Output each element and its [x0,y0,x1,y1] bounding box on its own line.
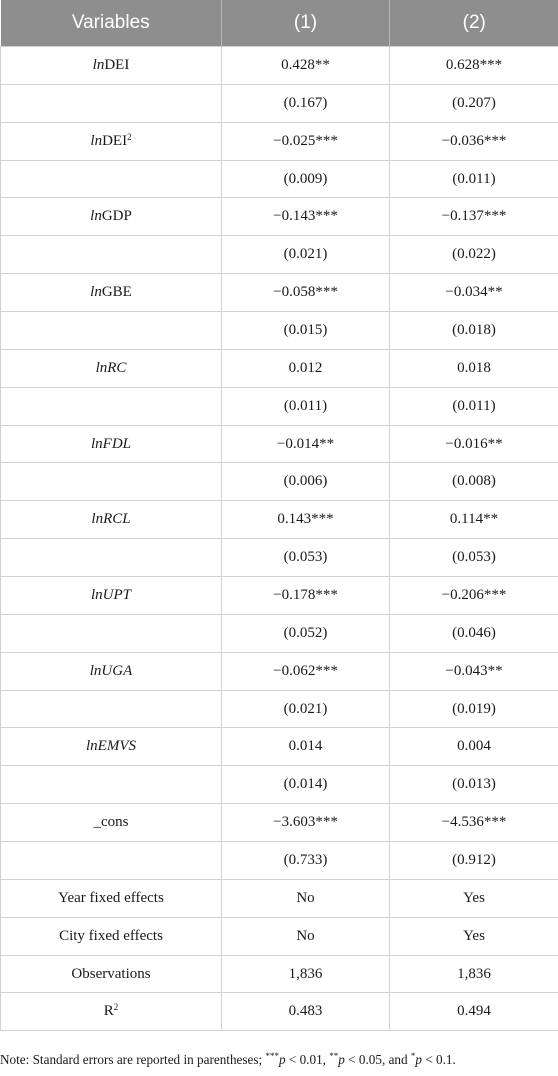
value-cell-col-2: (0.011) [390,387,558,425]
variable-prefix: ln [90,284,102,301]
variable-cell [1,84,222,122]
header-variables: Variables [1,0,222,47]
variable-prefix: ln [95,359,108,376]
table-row [1,122,558,160]
value-cell-col-2: 0.004 [390,728,558,766]
header-row [1,0,558,47]
note-p-3: p [415,1052,423,1067]
table-row [1,879,558,917]
variable-prefix: ln [92,56,105,73]
variable-cell [1,501,222,539]
value-cell-col-1: 0.012 [222,349,390,387]
variable-cell [1,842,222,880]
table-row [1,539,558,577]
value-cell-col-1: 0.143*** [222,501,390,539]
value-cell-col-1: −3.603*** [222,804,390,842]
variable-cell [1,349,222,387]
variable-name: R [103,1003,114,1020]
note-threshold-3: < 0.1. [422,1052,456,1067]
value-cell-col-2: (0.912) [390,842,558,880]
table-row [1,160,558,198]
variable-name: RCL [103,511,131,528]
note-p-1: p [278,1052,286,1067]
table-row [1,47,558,85]
value-cell-col-2: −0.043** [390,652,558,690]
table-row [1,274,558,312]
value-cell-col-2: Yes [390,879,558,917]
variable-cell [1,955,222,993]
value-cell-col-2: 1,836 [390,955,558,993]
value-cell-col-2: 0.018 [390,349,558,387]
value-cell-col-1: 0.014 [222,728,390,766]
variable-name: _cons [93,814,129,831]
variable-name: Year fixed effects [58,889,164,906]
value-cell-col-1: (0.052) [222,614,390,652]
table-note [0,1050,558,1070]
note-threshold-2: < 0.05, and [344,1052,411,1067]
variable-cell [1,198,222,236]
variable-name: UGA [101,662,133,679]
variable-superscript: 2 [113,1002,119,1013]
value-cell-col-1: −0.062*** [222,652,390,690]
table-row [1,387,558,425]
variable-cell [1,539,222,577]
value-cell-col-1: (0.011) [222,387,390,425]
variable-prefix: ln [91,511,104,528]
variable-cell [1,236,222,274]
header-col-1: (1) [222,0,390,47]
variable-cell [1,917,222,955]
variable-cell [1,804,222,842]
variable-cell [1,728,222,766]
table-row [1,993,558,1031]
variable-cell [1,614,222,652]
variable-prefix: ln [89,662,102,679]
value-cell-col-1: (0.021) [222,690,390,728]
variable-prefix: ln [90,435,103,452]
variable-name: GDP [101,208,132,225]
value-cell-col-1: (0.014) [222,766,390,804]
note-threshold-1: < 0.01, [285,1052,330,1067]
variable-name: DEI [104,56,130,73]
header-col-2: (2) [390,0,558,47]
value-cell-col-1: No [222,917,390,955]
value-cell-col-2: (0.019) [390,690,558,728]
table-body [1,47,558,1031]
value-cell-col-2: (0.207) [390,84,558,122]
value-cell-col-1: (0.167) [222,84,390,122]
variable-cell [1,652,222,690]
value-cell-col-1: (0.006) [222,463,390,501]
table-row [1,501,558,539]
value-cell-col-2: (0.013) [390,766,558,804]
table-row [1,425,558,463]
variable-name: UPT [102,586,131,603]
value-cell-col-1: (0.021) [222,236,390,274]
variable-cell [1,993,222,1031]
note-p-2: p [338,1052,345,1067]
table-row [1,804,558,842]
value-cell-col-2: (0.008) [390,463,558,501]
table-row [1,728,558,766]
table-row [1,652,558,690]
variable-prefix: ln [86,738,98,755]
variable-cell [1,122,222,160]
table-row [1,84,558,122]
value-cell-col-1: (0.015) [222,312,390,350]
variable-name: GBE [101,284,132,301]
table-header [1,0,558,47]
table-row [1,463,558,501]
note-sig-1: *** [265,1051,279,1061]
variable-cell [1,312,222,350]
value-cell-col-1: 0.428** [222,47,390,85]
variable-cell [1,47,222,85]
value-cell-col-2: (0.011) [390,160,558,198]
value-cell-col-2: 0.628*** [390,47,558,85]
value-cell-col-1: −0.143*** [222,198,390,236]
table-row [1,312,558,350]
note-sig-3: * [410,1051,416,1061]
table-row [1,614,558,652]
variable-name: EMVS [97,738,136,755]
table-row [1,917,558,955]
table-row [1,577,558,615]
value-cell-col-2: −0.034** [390,274,558,312]
value-cell-col-1: No [222,879,390,917]
value-cell-col-2: 0.114** [390,501,558,539]
value-cell-col-1: −0.178*** [222,577,390,615]
variable-cell [1,690,222,728]
value-cell-col-1: 0.483 [222,993,390,1031]
variable-cell [1,577,222,615]
variable-name: DEI [102,132,128,149]
table-row [1,690,558,728]
value-cell-col-1: −0.058*** [222,274,390,312]
value-cell-col-2: (0.022) [390,236,558,274]
value-cell-col-2: (0.046) [390,614,558,652]
value-cell-col-1: 1,836 [222,955,390,993]
value-cell-col-2: (0.018) [390,312,558,350]
value-cell-col-2: (0.053) [390,539,558,577]
table-row [1,198,558,236]
note-lead: Note: Standard errors are reported in parentheses; [0,1052,266,1067]
table-row [1,842,558,880]
value-cell-col-2: −0.016** [390,425,558,463]
table-row [1,349,558,387]
variable-superscript: 2 [127,131,132,142]
variable-cell [1,274,222,312]
variable-prefix: ln [90,208,102,225]
variable-name: City fixed effects [59,927,163,944]
value-cell-col-2: −0.036*** [390,122,558,160]
variable-prefix: ln [90,132,103,149]
variable-name: FDL [102,435,131,452]
variable-prefix: ln [90,586,103,603]
value-cell-col-1: (0.009) [222,160,390,198]
value-cell-col-2: −4.536*** [390,804,558,842]
variable-name: RC [107,359,127,376]
variable-cell [1,766,222,804]
value-cell-col-1: (0.053) [222,539,390,577]
variable-cell [1,463,222,501]
value-cell-col-1: −0.014** [222,425,390,463]
value-cell-col-2: 0.494 [390,993,558,1031]
variable-name: Observations [71,965,151,982]
variable-cell [1,879,222,917]
value-cell-col-1: −0.025*** [222,122,390,160]
table-row [1,236,558,274]
value-cell-col-2: −0.137*** [390,198,558,236]
table-row [1,955,558,993]
value-cell-col-1: (0.733) [222,842,390,880]
variable-cell [1,425,222,463]
table-row [1,766,558,804]
note-sig-2: ** [329,1051,339,1061]
value-cell-col-2: −0.206*** [390,577,558,615]
variable-cell [1,387,222,425]
value-cell-col-2: Yes [390,917,558,955]
variable-cell [1,160,222,198]
